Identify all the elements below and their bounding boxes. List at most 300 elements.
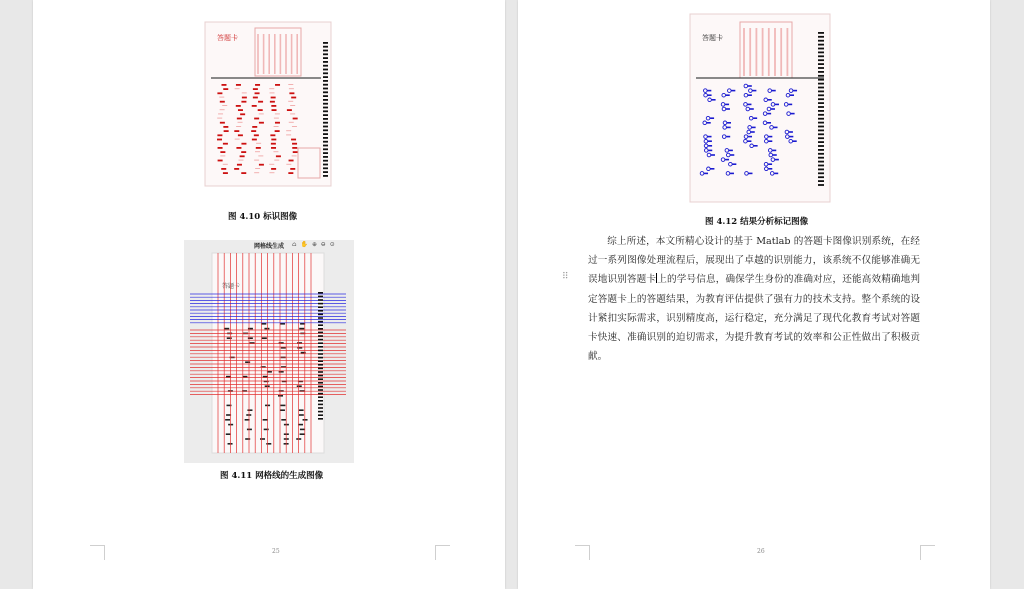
- timing-mark: [318, 378, 323, 380]
- answer-mark: [265, 385, 270, 387]
- page-number: 25: [272, 548, 280, 555]
- answer-mark: [279, 371, 284, 373]
- answer-mark: [240, 113, 245, 115]
- timing-mark: [818, 126, 824, 128]
- result-answer-mark: [793, 140, 797, 142]
- timing-mark: [323, 65, 328, 67]
- timing-mark: [818, 71, 824, 73]
- timing-mark: [818, 165, 824, 167]
- answer-mark: [220, 122, 225, 124]
- timing-mark: [323, 167, 328, 169]
- timing-mark: [818, 180, 824, 182]
- figure-4-10-marked-image: [203, 20, 335, 188]
- answer-mark: [289, 92, 294, 94]
- answer-mark: [253, 88, 258, 90]
- answer-mark: [225, 419, 230, 421]
- answer-mark: [220, 151, 225, 153]
- timing-mark: [323, 156, 328, 158]
- result-answer-mark: [730, 173, 734, 175]
- timing-mark: [818, 87, 824, 89]
- answer-mark: [291, 139, 296, 141]
- answer-mark: [292, 143, 297, 145]
- timing-mark: [318, 310, 323, 312]
- timing-mark: [818, 67, 824, 69]
- result-answer-mark: [768, 168, 772, 170]
- sheet-title-411: 答题卡: [222, 283, 241, 290]
- result-answer-mark: [775, 104, 779, 106]
- answer-mark: [261, 323, 266, 325]
- answer-mark: [224, 328, 229, 330]
- result-answer-mark: [772, 90, 776, 92]
- answer-mark: [245, 438, 250, 440]
- result-answer-mark: [767, 122, 771, 124]
- answer-mark: [236, 147, 241, 149]
- answer-bubble: [269, 172, 274, 173]
- answer-bubble: [219, 97, 224, 98]
- answer-mark: [271, 139, 276, 141]
- answer-bubble: [242, 92, 247, 93]
- timing-mark: [323, 141, 328, 143]
- result-answer-mark: [708, 145, 712, 147]
- answer-bubble: [238, 122, 243, 123]
- answer-mark: [226, 433, 231, 435]
- timing-mark: [318, 346, 323, 348]
- timing-mark: [318, 335, 323, 337]
- answer-sheet-grid: [184, 248, 354, 463]
- result-answer-mark: [726, 136, 730, 138]
- answer-mark: [241, 151, 246, 153]
- timing-mark: [818, 59, 824, 61]
- answer-mark: [224, 130, 229, 132]
- answer-bubble: [258, 155, 263, 156]
- timing-mark: [818, 157, 824, 159]
- answer-bubble: [290, 105, 295, 106]
- answer-bubble: [292, 126, 297, 127]
- answer-mark: [300, 323, 305, 325]
- result-answer-mark: [771, 108, 775, 110]
- drag-handle-icon[interactable]: ⠿: [562, 272, 569, 282]
- answer-bubble: [220, 109, 225, 110]
- result-answer-mark: [768, 140, 772, 142]
- timing-mark: [323, 137, 328, 139]
- answer-bubble: [255, 151, 260, 152]
- timing-mark: [323, 175, 328, 177]
- result-answer-mark: [772, 150, 776, 152]
- timing-mark: [318, 414, 323, 416]
- answer-mark: [259, 164, 264, 166]
- timing-mark: [318, 375, 323, 377]
- answer-mark: [272, 109, 277, 111]
- timing-mark: [323, 99, 328, 101]
- answer-mark: [270, 101, 275, 103]
- result-answer-mark: [726, 108, 730, 110]
- answer-mark: [263, 419, 268, 421]
- timing-mark: [818, 130, 824, 132]
- answer-bubble: [274, 160, 279, 161]
- result-answer-mark: [768, 136, 772, 138]
- result-answer-mark: [708, 136, 712, 138]
- timing-mark: [318, 393, 323, 395]
- answer-mark: [223, 143, 228, 145]
- page-corner-mark: [575, 545, 590, 560]
- timing-mark: [818, 137, 824, 139]
- timing-mark: [818, 75, 824, 77]
- timing-mark: [323, 76, 328, 78]
- result-answer-mark: [791, 113, 795, 115]
- result-answer-mark: [748, 136, 752, 138]
- figure-toolbar-icons: ⌂ ✋ ⊕ ⊖ ⊙: [292, 241, 336, 248]
- answer-mark: [271, 105, 276, 107]
- timing-mark: [818, 133, 824, 135]
- answer-bubble: [289, 88, 294, 89]
- figure-4-11-grid-image: [184, 240, 354, 463]
- timing-mark: [323, 80, 328, 82]
- answer-mark: [242, 97, 247, 99]
- answer-bubble: [273, 151, 278, 152]
- answer-bubble: [292, 155, 297, 156]
- answer-bubble: [288, 84, 293, 85]
- answer-mark: [266, 443, 271, 445]
- answer-mark: [220, 101, 225, 103]
- answer-bubble: [269, 88, 274, 89]
- answer-bubble: [286, 134, 291, 135]
- answer-mark: [278, 395, 283, 397]
- answer-sheet-result: [668, 0, 844, 208]
- timing-mark: [318, 400, 323, 402]
- answer-mark: [276, 155, 281, 157]
- answer-mark: [275, 122, 280, 124]
- timing-mark: [818, 149, 824, 151]
- answer-mark: [217, 134, 222, 136]
- answer-mark: [252, 105, 257, 107]
- timing-mark: [818, 114, 824, 116]
- answer-mark: [292, 147, 297, 149]
- answer-mark: [221, 168, 226, 170]
- timing-mark: [318, 321, 323, 323]
- answer-bubble: [269, 164, 274, 165]
- result-answer-mark: [704, 173, 708, 175]
- answer-mark: [238, 134, 243, 136]
- answer-mark: [241, 143, 246, 145]
- result-answer-mark: [788, 104, 792, 106]
- answer-mark: [300, 433, 305, 435]
- timing-mark: [323, 129, 328, 131]
- answer-mark: [271, 143, 276, 145]
- page-corner-mark: [920, 545, 935, 560]
- answer-mark: [223, 172, 228, 174]
- timing-mark: [318, 306, 323, 308]
- answer-bubble: [236, 126, 241, 127]
- timing-mark: [323, 164, 328, 166]
- result-answer-mark: [707, 90, 711, 92]
- result-answer-mark: [789, 136, 793, 138]
- answer-bubble: [255, 168, 260, 169]
- answer-bubble: [235, 139, 240, 140]
- timing-mark: [318, 371, 323, 373]
- timing-mark: [323, 145, 328, 147]
- timing-mark: [323, 126, 328, 128]
- result-answer-mark: [750, 108, 754, 110]
- answer-mark: [237, 164, 242, 166]
- timing-mark: [818, 176, 824, 178]
- answer-mark: [271, 168, 276, 170]
- answer-mark: [252, 126, 257, 128]
- timing-mark: [818, 40, 824, 42]
- sheet-title-412: 答题卡: [702, 34, 723, 42]
- result-answer-mark: [748, 85, 752, 87]
- answer-mark: [299, 414, 304, 416]
- answer-mark: [291, 97, 296, 99]
- timing-mark: [318, 317, 323, 319]
- timing-mark: [323, 103, 328, 105]
- answer-mark: [248, 337, 253, 339]
- timing-mark: [323, 133, 328, 135]
- paragraph-text-part2: 上的学号信息，确保学生身份的准确对应，还能高效精确地判定答题卡上的答题结果，为教育评估提供了强有力的技术支持。整个系统的设计紧扣实际需求，识别精度高，运行稳定，充分满足了现代化教育考试对答题卡快速、准确识别的迫切需求，为提升教育考试的效率和公正性做出了积极贡献。: [588, 274, 921, 363]
- timing-mark: [323, 72, 328, 74]
- answer-bubble: [220, 155, 225, 156]
- answer-mark: [242, 376, 247, 378]
- page-corner-mark: [90, 545, 105, 560]
- timing-mark: [818, 172, 824, 174]
- result-answer-mark: [748, 173, 752, 175]
- timing-mark: [818, 55, 824, 57]
- answer-mark: [223, 126, 228, 128]
- timing-mark: [818, 161, 824, 163]
- timing-mark: [818, 63, 824, 65]
- result-answer-mark: [708, 150, 712, 152]
- answer-mark: [258, 109, 263, 111]
- timing-mark: [818, 44, 824, 46]
- answer-mark: [252, 139, 257, 141]
- timing-mark: [818, 98, 824, 100]
- timing-mark: [318, 396, 323, 398]
- result-answer-mark: [789, 131, 793, 133]
- timing-mark: [818, 110, 824, 112]
- timing-mark: [323, 148, 328, 150]
- answer-mark: [264, 328, 269, 330]
- answer-mark: [299, 328, 304, 330]
- answer-mark: [300, 429, 305, 431]
- answer-sheet-marked: [203, 20, 335, 188]
- answer-mark: [280, 409, 285, 411]
- result-answer-mark: [775, 159, 779, 161]
- timing-mark: [323, 61, 328, 63]
- timing-mark: [318, 386, 323, 388]
- result-answer-mark: [708, 140, 712, 142]
- result-answer-mark: [732, 163, 736, 165]
- figure-4-11-window-title: 网格线生成: [254, 243, 285, 250]
- answer-mark: [280, 323, 285, 325]
- result-answer-mark: [707, 122, 711, 124]
- result-answer-mark: [725, 104, 729, 106]
- answer-mark: [258, 101, 263, 103]
- answer-mark: [227, 337, 232, 339]
- result-answer-mark: [753, 117, 757, 119]
- timing-mark: [318, 292, 323, 294]
- answer-mark: [297, 385, 302, 387]
- paragraph-text-part1: 综上所述，本文所精心设计的基于 Matlab 的答题卡图像识别系统，在经过一系列图像处理流程后，展现出了卓越的识别能力，该系统不仅能够准确无误地识别答题卡: [588, 236, 920, 286]
- timing-mark: [818, 36, 824, 38]
- answer-mark: [238, 109, 243, 111]
- timing-mark: [818, 83, 824, 85]
- timing-mark: [318, 360, 323, 362]
- answer-bubble: [270, 92, 275, 93]
- answer-mark: [237, 118, 242, 120]
- timing-mark: [323, 88, 328, 90]
- timing-mark: [318, 407, 323, 409]
- answer-bubble: [286, 164, 291, 165]
- answer-mark: [251, 130, 256, 132]
- figure-4-12-caption: 图 4.12 结果分析标记图像: [705, 217, 809, 227]
- timing-mark: [323, 152, 328, 154]
- answer-mark: [255, 84, 260, 86]
- answer-mark: [288, 172, 293, 174]
- timing-mark: [818, 91, 824, 93]
- timing-mark: [318, 368, 323, 370]
- answer-mark: [234, 130, 239, 132]
- result-answer-mark: [730, 154, 734, 156]
- timing-mark: [318, 296, 323, 298]
- answer-bubble: [217, 118, 222, 119]
- timing-mark: [318, 350, 323, 352]
- result-answer-mark: [727, 122, 731, 124]
- result-answer-mark: [712, 99, 716, 101]
- timing-mark: [818, 32, 824, 34]
- result-answer-mark: [710, 168, 714, 170]
- timing-mark: [318, 324, 323, 326]
- timing-mark: [318, 339, 323, 341]
- answer-bubble: [254, 160, 259, 161]
- result-answer-mark: [774, 127, 778, 129]
- timing-mark: [318, 299, 323, 301]
- answer-mark: [289, 160, 294, 162]
- answer-bubble: [256, 143, 261, 144]
- answer-bubble: [223, 164, 228, 165]
- figure-4-10-caption: 图 4.10 标识图像: [228, 212, 298, 222]
- answer-mark: [275, 130, 280, 132]
- timing-mark: [318, 342, 323, 344]
- figure-4-11-caption: 图 4.11 网格线的生成图像: [220, 471, 324, 481]
- answer-mark: [270, 134, 275, 136]
- body-paragraph[interactable]: [588, 232, 920, 366]
- page-corner-mark: [435, 545, 450, 560]
- timing-mark: [323, 122, 328, 124]
- answer-mark: [254, 118, 259, 120]
- result-answer-mark: [751, 131, 755, 133]
- timing-mark: [323, 84, 328, 86]
- result-answer-mark: [773, 154, 777, 156]
- answer-mark: [217, 92, 222, 94]
- result-answer-mark: [767, 113, 771, 115]
- answer-bubble: [218, 113, 223, 114]
- timing-mark: [818, 118, 824, 120]
- timing-mark: [318, 404, 323, 406]
- result-answer-mark: [768, 163, 772, 165]
- answer-bubble: [289, 122, 294, 123]
- result-answer-mark: [726, 94, 730, 96]
- timing-mark: [818, 145, 824, 147]
- result-answer-mark: [729, 150, 733, 152]
- timing-mark: [818, 102, 824, 104]
- answer-mark: [236, 105, 241, 107]
- timing-mark: [318, 418, 323, 420]
- timing-mark: [818, 141, 824, 143]
- timing-mark: [323, 114, 328, 116]
- timing-mark: [318, 382, 323, 384]
- answer-mark: [281, 419, 286, 421]
- timing-mark: [323, 91, 328, 93]
- answer-mark: [271, 147, 276, 149]
- answer-bubble: [235, 88, 240, 89]
- result-answer-mark: [790, 94, 794, 96]
- timing-mark: [318, 357, 323, 359]
- timing-mark: [818, 122, 824, 124]
- answer-mark: [234, 168, 239, 170]
- timing-mark: [818, 79, 824, 81]
- answer-mark: [287, 109, 292, 111]
- result-answer-mark: [748, 94, 752, 96]
- result-answer-mark: [711, 154, 715, 156]
- result-answer-mark: [752, 127, 756, 129]
- timing-mark: [323, 95, 328, 97]
- timing-mark: [318, 314, 323, 316]
- answer-bubble: [222, 105, 227, 106]
- answer-bubble: [290, 113, 295, 114]
- result-answer-mark: [747, 140, 751, 142]
- timing-mark: [318, 353, 323, 355]
- answer-mark: [217, 139, 222, 141]
- answer-mark: [254, 134, 259, 136]
- answer-mark: [256, 147, 261, 149]
- timing-mark: [818, 184, 824, 186]
- timing-mark: [323, 57, 328, 59]
- timing-mark: [323, 46, 328, 48]
- answer-bubble: [274, 126, 279, 127]
- answer-bubble: [275, 113, 280, 114]
- answer-mark: [247, 409, 252, 411]
- answer-mark: [255, 92, 260, 94]
- timing-mark: [323, 171, 328, 173]
- answer-bubble: [274, 118, 279, 119]
- timing-mark: [323, 53, 328, 55]
- result-answer-mark: [754, 145, 758, 147]
- timing-mark: [323, 50, 328, 52]
- timing-mark: [318, 303, 323, 305]
- result-answer-mark: [710, 117, 714, 119]
- timing-mark: [318, 411, 323, 413]
- timing-mark: [818, 94, 824, 96]
- answer-mark: [263, 376, 268, 378]
- answer-mark: [240, 155, 245, 157]
- answer-mark: [218, 160, 223, 162]
- answer-mark: [271, 97, 276, 99]
- answer-mark: [260, 438, 265, 440]
- answer-mark: [247, 429, 252, 431]
- answer-mark: [293, 118, 298, 120]
- result-answer-mark: [768, 99, 772, 101]
- answer-bubble: [259, 113, 264, 114]
- result-answer-mark: [793, 90, 797, 92]
- answer-mark: [253, 97, 258, 99]
- timing-mark: [318, 332, 323, 334]
- answer-bubble: [238, 160, 243, 161]
- answer-mark: [299, 409, 304, 411]
- answer-mark: [280, 405, 285, 407]
- answer-mark: [241, 101, 246, 103]
- result-answer-mark: [727, 127, 731, 129]
- answer-mark: [275, 84, 280, 86]
- timing-mark: [323, 118, 328, 120]
